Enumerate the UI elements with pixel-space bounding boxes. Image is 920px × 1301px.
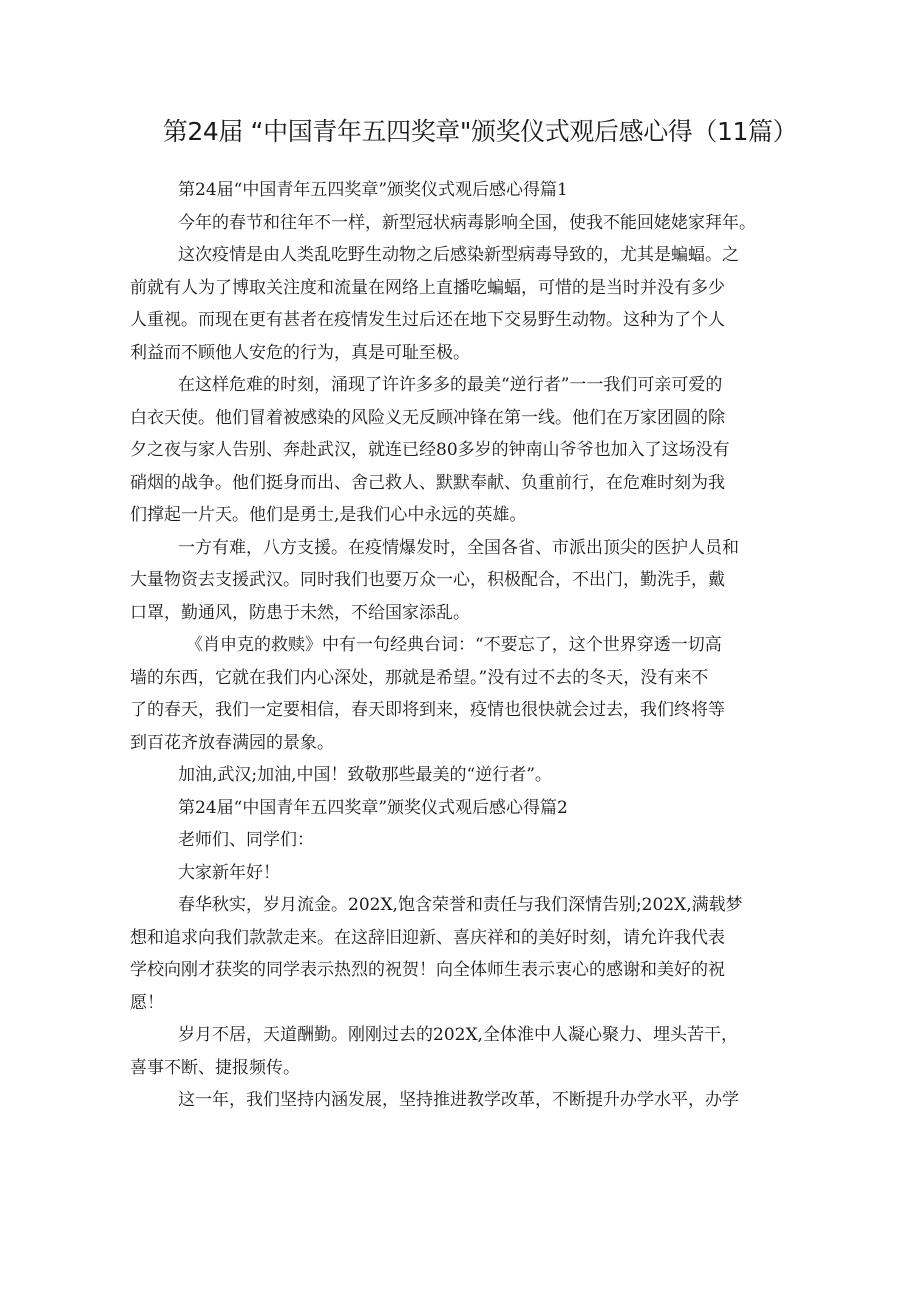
text-line: 《肖申克的救赎》中有一句经典台词：“不要忘了，这个世界穿透一切高 <box>186 635 722 655</box>
paragraph <box>130 857 800 890</box>
paragraph <box>130 239 800 369</box>
paragraph <box>130 1084 800 1117</box>
paragraph <box>130 369 800 532</box>
section-heading-1 <box>130 174 800 207</box>
document-title: 第24届 “中国青年五四奖章"颁奖仪式观后感心得（11篇） <box>162 117 798 146</box>
paragraph <box>130 629 800 759</box>
paragraph <box>130 824 800 857</box>
text-line: 愿！ <box>130 992 164 1013</box>
text-line: 利益而不顾他人安危的行为，真是可耻至极。 <box>130 342 470 363</box>
text-line: 夕之夜与家人告别、奔赴武汉，就连已经80多岁的钟南山爷爷也加入了这场没有 <box>130 440 730 460</box>
text-line: 今年的春节和往年不一样，新型冠状病毒影响全国，使我不能回姥姥家拜年。 <box>178 212 756 233</box>
text-line: 人重视。而现在更有甚者在疫情发生过后还在地下交易野生动物。这种为了个人 <box>130 310 725 330</box>
text-line: 想和追求向我们款款走来。在这辞旧迎新、喜庆祥和的美好时刻，请允许我代表 <box>130 927 725 948</box>
text-line: 口罩，勤通风，防患于未然，不给国家添乱。 <box>130 602 470 623</box>
paragraph <box>130 759 800 792</box>
text-line: 老师们、同学们： <box>178 830 314 850</box>
text-line: 墙的东西，它就在我们内心深处，那就是希望。”没有过不去的冬天，没有来不 <box>130 667 709 688</box>
text-line: 硝烟的战争。他们挺身而出、舍己救人、默默奉献、负重前行，在危难时刻为我 <box>130 472 725 493</box>
text-line: 到百花齐放春满园的景象。 <box>130 732 334 753</box>
text-line: 第24届“中国青年五四奖章”颁奖仪式观后感心得篇2 <box>178 797 568 818</box>
text-line: 岁月不居，天道酬勤。刚刚过去的202X,全体淮中人凝心聚力、埋头苦干， <box>178 1025 738 1045</box>
text-line: 大量物资去支援武汉。同时我们也要万众一心，积极配合，不出门，勤洗手，戴 <box>130 570 725 590</box>
text-line: 在这样危难的时刻，涌现了许许多多的最美“逆行者”一一我们可亲可爱的 <box>178 375 723 395</box>
text-line: 喜事不断、捷报频传。 <box>130 1057 300 1078</box>
text-line: 们撑起一片天。他们是勇士,是我们心中永远的英雄。 <box>130 505 527 525</box>
text-line: 了的春天，我们一定要相信，春天即将到来，疫情也很快就会过去，我们终将等 <box>130 700 725 720</box>
document-body <box>130 174 800 1117</box>
text-line: 春华秋实，岁月流金。202X,饱含荣誉和责任与我们深情告别;202X,满载梦 <box>178 895 743 915</box>
section-heading-2 <box>130 792 800 825</box>
paragraph <box>130 889 800 1019</box>
text-line: 前就有人为了博取关注度和流量在网络上直播吃蝙蝠，可惜的是当时并没有多少 <box>130 277 725 298</box>
text-line: 学校向刚才获奖的同学表示热烈的祝贺！向全体师生表示衷心的感谢和美好的祝 <box>130 960 725 980</box>
text-line: 一方有难，八方支援。在疫情爆发时，全国各省、市派出顶尖的医护人员和 <box>178 537 739 558</box>
paragraph <box>130 1019 800 1084</box>
text-line: 大家新年好！ <box>178 862 280 883</box>
text-line: 这一年，我们坚持内涵发展，坚持推进教学改革，不断提升办学水平，办学 <box>178 1090 739 1110</box>
text-line: 这次疫情是由人类乱吃野生动物之后感染新型病毒导致的，尤其是蝙蝠。之 <box>178 245 739 265</box>
paragraph <box>130 532 800 630</box>
paragraph <box>130 207 800 240</box>
text-line: 加油,武汉;加油,中国！致敬那些最美的“逆行者”。 <box>178 765 552 785</box>
text-line: 白衣天使。他们冒着被感染的风险义无反顾冲锋在第一线。他们在万家团圆的除 <box>130 407 725 428</box>
text-line: 第24届“中国青年五四奖章”颁奖仪式观后感心得篇1 <box>178 180 568 200</box>
